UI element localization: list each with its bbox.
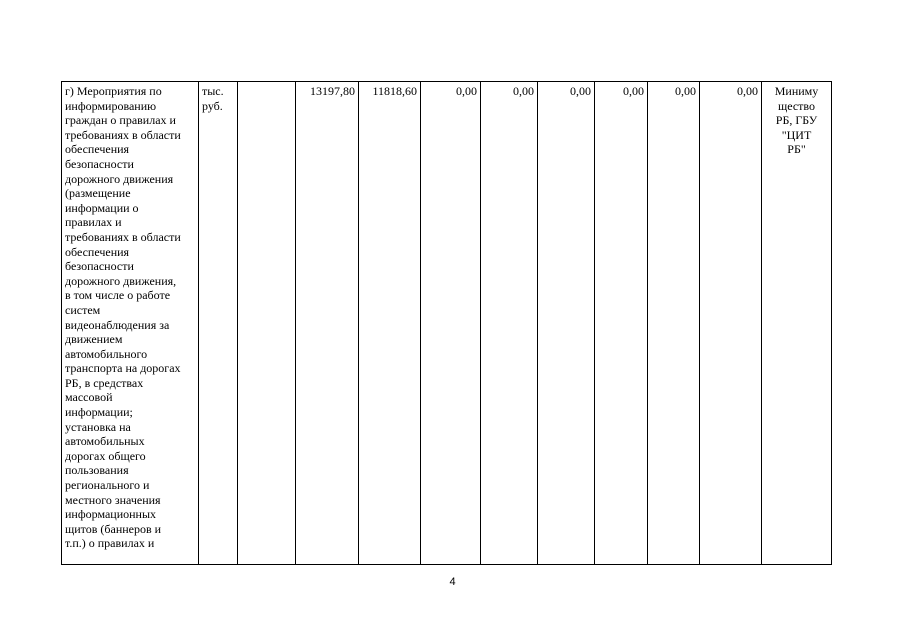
value-cell-7: 0,00: [648, 82, 700, 565]
unit-text: тыс. руб.: [202, 84, 224, 113]
description-cell: [62, 82, 199, 565]
value-cell-1: 13197,80: [296, 82, 359, 565]
value-cell-8: 0,00: [700, 82, 762, 565]
value-cell-3: 0,00: [421, 82, 481, 565]
value-cell-4: 0,00: [481, 82, 538, 565]
value-cell-5: 0,00: [538, 82, 595, 565]
description-text: г) Мероприятия по информированию граждан о правилах и требованиях в области обеспечения безопасности дорожного движения (размещение информации о правилах и требованиях в области обеспечения безопасности дорожного движения, в том числе о работе систем видеонаблюдения за движением автомобильного транспорта на дорогах РБ, в средствах массовой информации; установка на автомобильных дорогах общего пользования регионального и местного значения информационных щитов (баннеров и т.п.) о правилах и: [65, 84, 181, 551]
unit-cell: [199, 82, 238, 565]
executor-text: Миниму щество РБ, ГБУ "ЦИТ РБ": [774, 84, 819, 157]
budget-table: [61, 81, 832, 565]
page-number: 4: [449, 576, 456, 588]
table-row: [62, 82, 832, 565]
value-cell-2: 11818,60: [359, 82, 421, 565]
value-cell-6: 0,00: [595, 82, 648, 565]
empty-cell: [238, 82, 296, 565]
executor-cell: [762, 82, 832, 565]
